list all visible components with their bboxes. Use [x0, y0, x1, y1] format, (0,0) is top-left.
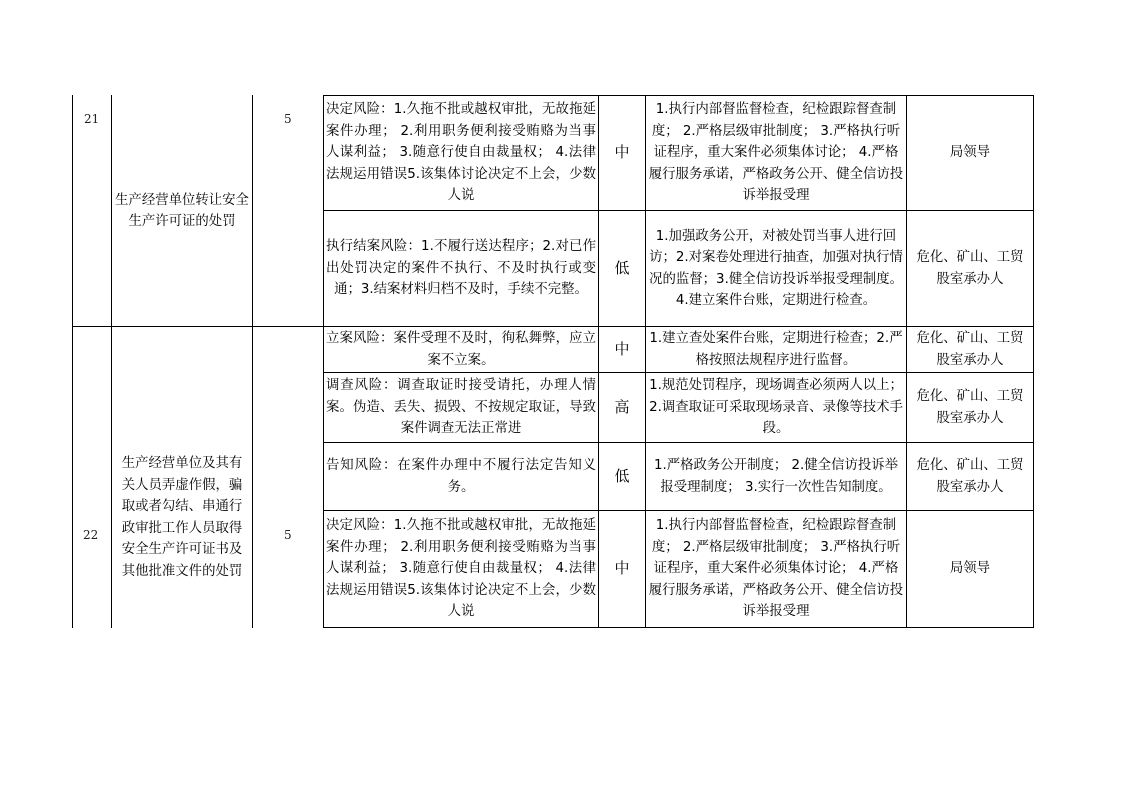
risk-level — [599, 327, 645, 372]
prevention-measures-text: 1.严格政务公开制度； 2.健全信访投诉举报受理制度； 3.实行一次性告知制度。 — [653, 458, 899, 495]
risk-description — [324, 211, 598, 326]
prevention-measures — [646, 373, 906, 442]
responsible-party — [907, 211, 1033, 326]
grid-line — [252, 95, 253, 628]
prevention-measures — [646, 443, 906, 510]
risk-description — [324, 443, 598, 510]
responsible-party-text: 局领导 — [949, 561, 991, 577]
risk-level-text: 中 — [614, 339, 630, 358]
grid-line — [1033, 95, 1034, 628]
risk-level-text: 高 — [614, 397, 630, 416]
risk-count: 5 — [284, 528, 292, 542]
item-name-text: 生产经营单位转让安全生产许可证的处罚 — [115, 192, 249, 229]
risk-level-text: 低 — [614, 466, 630, 485]
risk-description — [324, 373, 598, 442]
prevention-measures-text: 1.执行内部督监督检查，纪检跟踪督查制度； 2.严格层级审批制度； 3.严格执行听证程序，重大案件必须集体讨论； 4.严格履行服务承诺，严格政务公开、健全信访投诉举报受理 — [648, 518, 904, 620]
risk-description — [324, 511, 598, 627]
item-name-text: 生产经营单位及其有关人员弄虚作假，骗取或者勾结、串通行政审批工作人员取得安全生产许可证书及其他批准文件的处罚 — [121, 456, 243, 579]
risk-level — [599, 373, 645, 442]
risk-description — [324, 327, 598, 372]
prevention-measures-text: 1.建立查处案件台账，定期进行检查；2.严格按照法规程序进行监督。 — [649, 331, 903, 368]
risk-description-text: 决定风险：1.久拖不批或越权审批，无故拖延案件办理； 2.利用职务便利接受贿赂为当事人谋利益； 3.随意行使自由裁量权； 4.法律法规运用错误5.该集体讨论决定不上会，少数人说 — [326, 518, 596, 620]
prevention-measures — [646, 211, 906, 326]
responsible-party — [907, 373, 1033, 442]
prevention-measures-text: 1.规范处罚程序，现场调查必须两人以上；2.调查取证可采取现场录音、录像等技术手段。 — [649, 378, 903, 437]
prevention-measures-text: 1.加强政务公开，对被处罚当事人进行回访；2.对案卷处理进行抽查，加强对执行情况的监督；3.健全信访投诉举报受理制度。4.建立案件台账，定期进行检查。 — [649, 228, 903, 308]
risk-count: 5 — [284, 112, 292, 126]
row-number: 21 — [84, 112, 100, 126]
responsible-party — [907, 327, 1033, 372]
grid-line — [323, 627, 1034, 628]
risk-level-text: 低 — [614, 258, 630, 277]
risk-level — [599, 443, 645, 510]
prevention-measures — [646, 96, 906, 210]
risk-level — [599, 96, 645, 210]
prevention-measures — [646, 327, 906, 372]
grid-line — [72, 95, 73, 628]
responsible-party-text: 局领导 — [949, 145, 991, 161]
responsible-party-text: 危化、矿山、工贸股室承办人 — [916, 331, 1024, 368]
risk-description-text: 立案风险：案件受理不及时，徇私舞弊，应立案不立案。 — [326, 331, 596, 368]
risk-description-text: 调查风险：调查取证时接受请托，办理人情案。伪造、丢失、损毁、不按规定取证，导致案件调查无法正常进 — [326, 378, 596, 437]
risk-level — [599, 511, 645, 627]
item-name — [112, 96, 252, 326]
item-name — [112, 453, 252, 623]
responsible-party-text: 危化、矿山、工贸股室承办人 — [916, 458, 1024, 495]
risk-description-text: 执行结案风险：1.不履行送达程序；2.对已作出处罚决定的案件不执行、不及时执行或变通；3.结案材料归档不及时，手续不完整。 — [326, 239, 596, 298]
responsible-party — [907, 511, 1033, 627]
responsible-party-text: 危化、矿山、工贸股室承办人 — [916, 250, 1024, 287]
risk-description — [324, 96, 598, 210]
risk-level-text: 中 — [614, 143, 630, 162]
prevention-measures — [646, 511, 906, 627]
risk-level — [599, 211, 645, 326]
responsible-party — [907, 96, 1033, 210]
risk-description-text: 决定风险：1.久拖不批或越权审批，无故拖延案件办理； 2.利用职务便利接受贿赂为当事人谋利益； 3.随意行使自由裁量权； 4.法律法规运用错误5.该集体讨论决定不上会，少数人说 — [326, 102, 596, 204]
responsible-party-text: 危化、矿山、工贸股室承办人 — [916, 389, 1024, 426]
risk-level-text: 中 — [614, 559, 630, 578]
prevention-measures-text: 1.执行内部督监督检查，纪检跟踪督查制度； 2.严格层级审批制度； 3.严格执行听证程序，重大案件必须集体讨论； 4.严格履行服务承诺，严格政务公开、健全信访投诉举报受理 — [648, 102, 904, 204]
responsible-party — [907, 443, 1033, 510]
row-number: 22 — [83, 528, 99, 542]
risk-description-text: 告知风险：在案件办理中不履行法定告知义务。 — [326, 458, 596, 495]
